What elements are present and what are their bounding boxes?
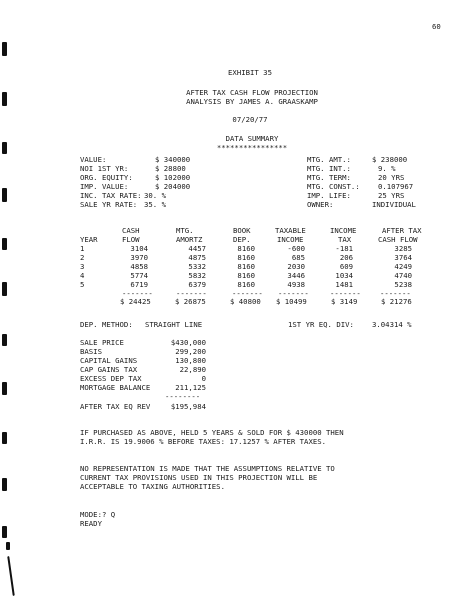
col-header: INCOME [277,235,304,244]
table-row-year: 1 [80,244,85,253]
table-row-year: 5 [80,280,85,289]
binding-mark [2,142,7,154]
col-header: YEAR [80,235,98,244]
summary-label: MTG. INT.: [307,164,351,173]
summary-label: INC. TAX RATE: [80,191,142,200]
sale-label: MORTGAGE BALANCE [80,383,151,392]
irr-line: I.R.R. IS 19.9006 % BEFORE TAXES: 17.1257 % AFTER TAXES. [80,437,327,446]
binding-mark [2,526,7,538]
binding-mark [7,556,15,596]
total-cell: $ 24425 [120,297,151,306]
separator: ------- [232,289,263,298]
table-cell: 8160 [237,244,255,253]
table-cell: 3764 [394,253,412,262]
table-cell: 685 [291,253,305,262]
sale-label: SALE PRICE [80,338,124,347]
summary-label: MTG. TERM: [307,173,351,182]
table-cell: 609 [339,262,353,271]
binding-mark [2,382,7,395]
sale-label: CAP GAINS TAX [80,365,138,374]
eq-div-label: 1ST YR EQ. DIV: [288,320,354,329]
table-cell: 4740 [394,271,412,280]
table-cell: 8160 [237,280,255,289]
prompt-line: MODE:? Q [80,510,116,519]
col-header: TAXABLE [275,226,306,235]
binding-mark [2,238,7,250]
page-number: 60 [432,22,441,31]
after-tax-eq-rev-value: $195,984 [170,402,206,411]
dep-method-value: STRAIGHT LINE [145,320,203,329]
summary-value: 30. % [144,191,166,200]
col-header: CASH [122,226,140,235]
sale-label: CAPITAL GAINS [80,356,138,365]
total-cell: $ 10499 [276,297,307,306]
table-cell: -181 [335,244,353,253]
disclaimer-line: CURRENT TAX PROVISIONS USED IN THIS PROJECTION WILL BE [80,473,318,482]
table-cell: 8160 [237,271,255,280]
summary-value: 25 YRS [378,191,405,200]
sale-value: 130,800 [175,356,206,365]
summary-label: NOI 1ST YR: [80,164,129,173]
col-header: AFTER TAX [382,226,422,235]
binding-mark [2,92,7,106]
report-author: ANALYSIS BY JAMES A. GRAASKAMP [186,97,318,106]
table-cell: 4858 [130,262,148,271]
separator: ------- [122,289,153,298]
table-cell: 3970 [130,253,148,262]
summary-value: $ 28800 [155,164,186,173]
sale-value: $430,000 [170,338,206,347]
table-cell: 1034 [335,271,353,280]
separator: ------- [380,289,411,298]
sale-label: EXCESS DEP TAX [80,374,142,383]
table-cell: 4249 [394,262,412,271]
summary-label: OWNER: [307,200,334,209]
table-cell: 206 [339,253,353,262]
table-cell: 6719 [130,280,148,289]
table-row-year: 3 [80,262,85,271]
eq-div-value: 3.04314 % [372,320,412,329]
table-row-year: 4 [80,271,85,280]
summary-value: $ 238000 [372,155,408,164]
table-cell: 8160 [237,253,255,262]
table-row-year: 2 [80,253,85,262]
sale-label: BASIS [80,347,102,356]
table-cell: 5774 [130,271,148,280]
summary-value: 0.107967 [378,182,414,191]
after-tax-eq-rev-label: AFTER TAX EQ REV [80,402,151,411]
table-cell: 5238 [394,280,412,289]
table-cell: -600 [287,244,305,253]
total-cell: $ 21276 [381,297,412,306]
binding-mark [2,432,7,444]
total-cell: $ 26875 [175,297,206,306]
table-cell: 4875 [188,253,206,262]
col-header: FLOW [122,235,140,244]
binding-mark [2,334,7,346]
sale-separator: -------- [165,392,201,401]
table-cell: 3104 [130,244,148,253]
table-cell: 2030 [287,262,305,271]
dep-method-label: DEP. METHOD: [80,320,133,329]
table-cell: 4938 [287,280,305,289]
separator: ------- [330,289,361,298]
summary-title: DATA SUMMARY [225,134,279,143]
separator: ------- [278,289,309,298]
summary-label: MTG. CONST.: [307,182,360,191]
summary-label: MTG. AMT.: [307,155,351,164]
exhibit-label: EXHIBIT 35 [228,68,272,77]
table-cell: 4457 [188,244,206,253]
col-header: INCOME [330,226,357,235]
summary-value: $ 102000 [155,173,191,182]
total-cell: $ 3149 [331,297,358,306]
binding-mark [2,282,7,296]
binding-mark [2,478,7,491]
disclaimer-line: NO REPRESENTATION IS MADE THAT THE ASSUMPTIONS RELATIVE TO [80,464,335,473]
table-cell: 8160 [237,262,255,271]
irr-line: IF PURCHASED AS ABOVE, HELD 5 YEARS & SOLD FOR $ 430000 THEN [80,428,344,437]
table-cell: 5832 [188,271,206,280]
table-cell: 6379 [188,280,206,289]
summary-value: 35. % [144,200,166,209]
sale-value: 299,200 [175,347,206,356]
total-cell: $ 40800 [230,297,261,306]
col-header: BOOK [233,226,251,235]
binding-mark [2,188,7,202]
col-header: MTG. [176,226,194,235]
separator: ------- [176,289,207,298]
sale-value: 0 [201,374,206,383]
binding-mark [6,542,10,550]
col-header: AMORTZ [176,235,203,244]
disclaimer-line: ACCEPTABLE TO TAXING AUTHORITIES. [80,482,225,491]
summary-value: 9. % [378,164,396,173]
summary-stars: **************** [216,143,288,152]
summary-value: $ 204000 [155,182,191,191]
summary-label: ORG. EQUITY: [80,173,133,182]
table-cell: 5332 [188,262,206,271]
sale-value: 211,125 [175,383,206,392]
summary-label: IMP. LIFE: [307,191,351,200]
summary-label: SALE YR RATE: [80,200,138,209]
report-title: AFTER TAX CASH FLOW PROJECTION [186,88,318,97]
summary-value: $ 340000 [155,155,191,164]
summary-label: IMP. VALUE: [80,182,129,191]
summary-value: INDIVIDUAL [372,200,416,209]
col-header: TAX [338,235,352,244]
sale-value: 22,890 [179,365,206,374]
binding-mark [2,42,7,56]
table-cell: 3446 [287,271,305,280]
table-cell: 1481 [335,280,353,289]
col-header: CASH FLOW [378,235,418,244]
report-date: 07/20/77 [232,115,268,124]
col-header: DEP. [233,235,251,244]
table-cell: 3285 [394,244,412,253]
prompt-line: READY [80,519,102,528]
summary-label: VALUE: [80,155,107,164]
summary-value: 20 YRS [378,173,405,182]
